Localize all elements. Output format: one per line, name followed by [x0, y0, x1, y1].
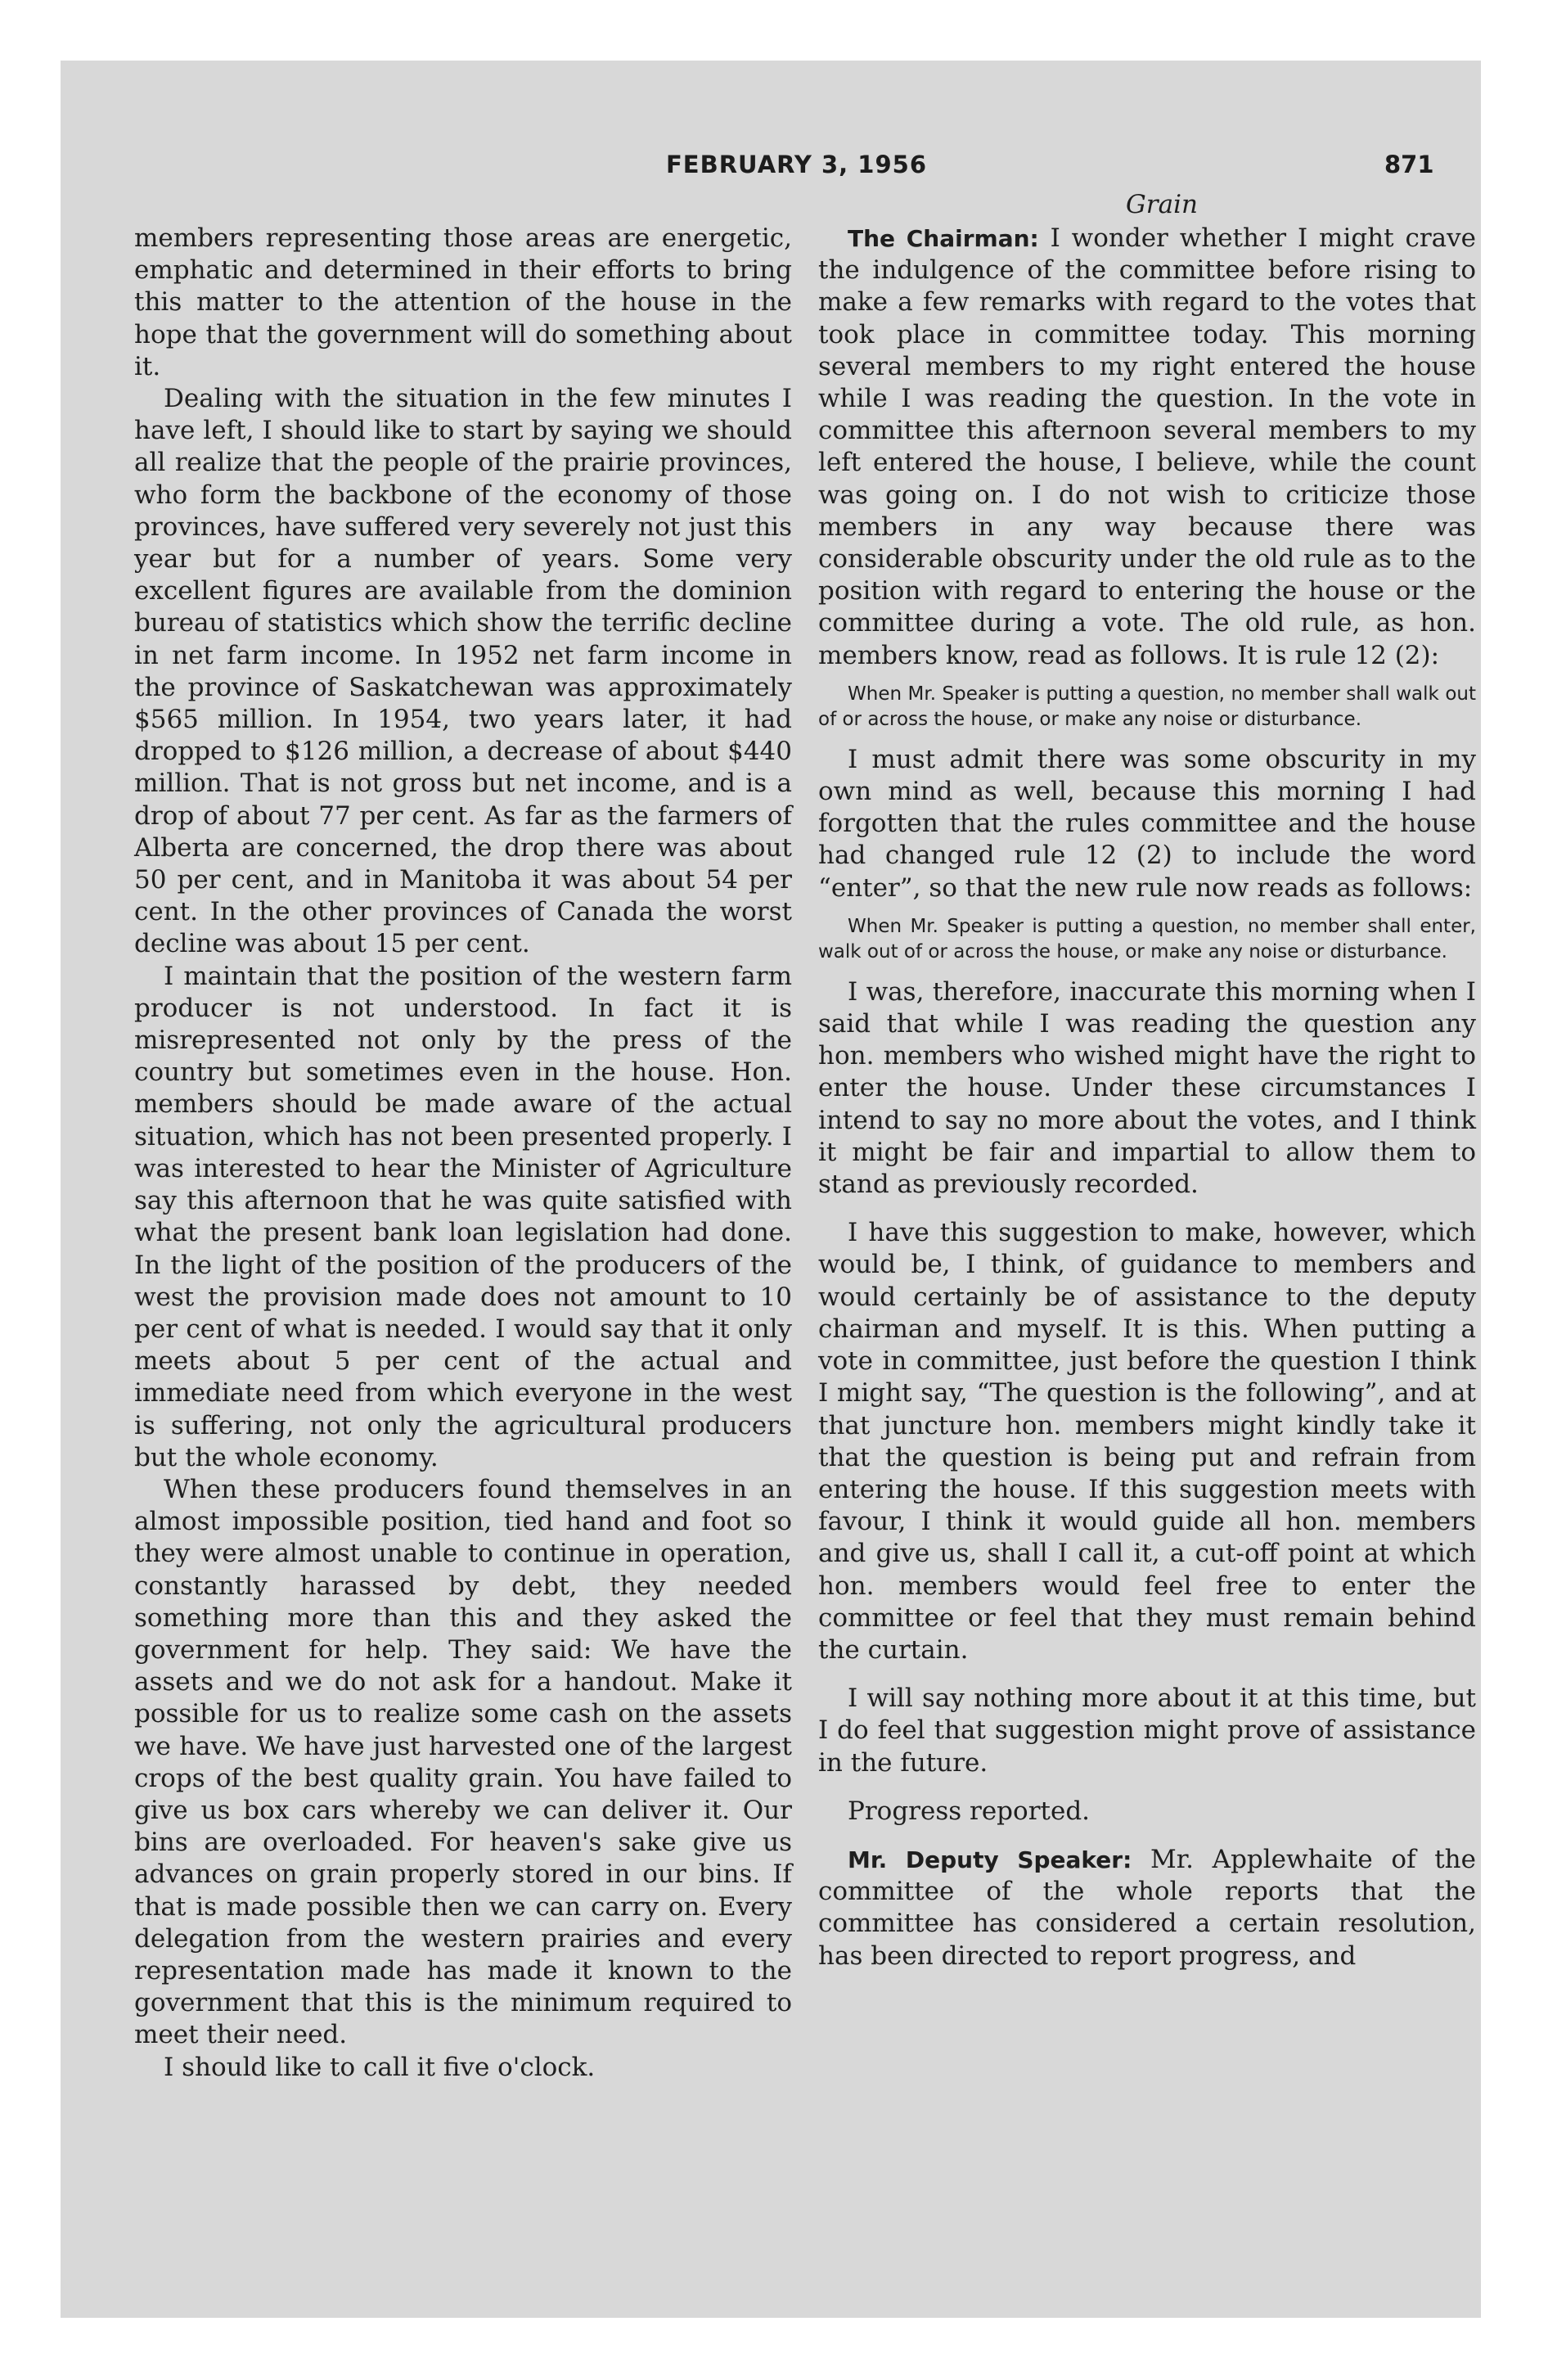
- quoted-rule-old: When Mr. Speaker is putting a question, no member shall walk out of or across the house, or make any noise or disturbance.: [818, 683, 1476, 730]
- right-paragraph-1-text: I wonder whether I might crave the indulgence of the committee before rising to make a few remarks with regard to the votes that took place in committee today. This morning several members to my right entered the house while I was reading the question. In the vote in committee this afternoon several members to my left entered the house, I believe, while the count was going on. I do not wish to criticize those members in any way because there was considerable obscurity under the old rule as to the position with regard to entering the house or the committee during a vote. The old rule, as hon. members know, read as follows. It is rule 12 (2):: [818, 223, 1476, 670]
- section-title: Grain: [1126, 190, 1198, 219]
- speaker-deputy-speaker: Mr. Deputy Speaker:: [848, 1846, 1132, 1873]
- left-paragraph-3: I maintain that the position of the western farm producer is not understood. In fact it is misrepresented not only by the press of the country but sometimes even in the house. Hon. members should be made aware of the actual situation, which has not been presented properly. I was interested to hear the Minister of Agriculture say this afternoon that he was quite satisfied with what the present bank loan legislation had done. In the light of the position of the producers of the west the provision made does not amount to 10 per cent of what is needed. I would say that it only meets about 5 per cent of the actual and immediate need from which everyone in the west is suffering, not only the agricultural producers but the whole economy.: [134, 961, 792, 1472]
- left-paragraph-5: I should like to call it five o'clock.: [164, 2052, 596, 2082]
- right-paragraph-5: I will say nothing more about it at this time, but I do feel that suggestion might prove of assistance in the future.: [818, 1684, 1476, 1778]
- speaker-chairman: The Chairman:: [848, 225, 1039, 252]
- right-column: [818, 187, 1476, 1972]
- header-date: FEBRUARY 3, 1956: [666, 151, 927, 178]
- right-paragraph-1: [818, 223, 1476, 672]
- right-paragraph-6: [818, 1844, 1476, 1972]
- progress-reported: Progress reported.: [848, 1796, 1091, 1826]
- left-paragraph-2: Dealing with the situation in the few minutes I have left, I should like to start by saying we should all realize that the people of the prairie provinces, who form the backbone of the economy of those provinces, have suffered very severely not just this year but for a number of years. Some very excellent figures are available from the dominion bureau of statistics which show the terrific decline in net farm income. In 1952 net farm income in the province of Saskatchewan was approximately $565 million. In 1954, two years later, it had dropped to $126 million, a decrease of about $440 million. That is not gross but net income, and is a drop of about 77 per cent. As far as the farmers of Alberta are concerned, the drop there was about 50 per cent, and in Manitoba it was about 54 per cent. In the other provinces of Canada the worst decline was about 15 per cent.: [134, 384, 792, 959]
- right-paragraph-6-text: Mr. Applewhaite of the committee of the whole reports that the committee has considered a certain resolution, has been directed to report progress, and: [818, 1844, 1476, 1971]
- left-paragraph-1: members representing those areas are energetic, emphatic and determined in their efforts to bring this matter to the attention of the house in the hope that the government will do something about it.: [134, 223, 792, 381]
- quoted-rule-new: When Mr. Speaker is putting a question, no member shall enter, walk out of or across the house, or make any noise or disturbance.: [818, 915, 1476, 962]
- page-number: 871: [1384, 151, 1434, 178]
- page-header: [61, 139, 1481, 180]
- right-paragraph-2: I must admit there was some obscurity in my own mind as well, because this morning I had forgotten that the rules committee and the house had changed rule 12 (2) to include the word “enter”, so that the new rule now reads as follows:: [818, 744, 1476, 903]
- left-column: [134, 223, 792, 2084]
- left-paragraph-4: When these producers found themselves in an almost impossible position, tied hand and foot so they were almost unable to continue in operation, constantly harassed by debt, they needed something more than this and they asked the government for help. They said: We have the assets and we do not ask for a handout. Make it possible for us to realize some cash on the assets we have. We have just harvested one of the largest crops of the best quality grain. You have failed to give us box cars whereby we can deliver it. Our bins are overloaded. For heaven's sake give us advances on grain properly stored in our bins. If that is made possible then we can carry on. Every delegation from the western prairies and every representation made has made it known to the government that this is the minimum required to meet their need.: [134, 1474, 792, 2050]
- right-paragraph-3: I was, therefore, inaccurate this morning when I said that while I was reading the question any hon. members who wished might have the right to enter the house. Under these circumstances I intend to say no more about the votes, and I think it might be fair and impartial to allow them to stand as previously recorded.: [818, 976, 1476, 1200]
- right-paragraph-4: I have this suggestion to make, however, which would be, I think, of guidance to members and would certainly be of assistance to the deputy chairman and myself. It is this. When putting a vote in committee, just before the question I think I might say, “The question is the following”, and at that juncture hon. members might kindly take it that the question is being put and refrain from entering the house. If this suggestion meets with favour, I think it would guide all hon. members and give us, shall I call it, a cut-off point at which hon. members would feel free to enter the committee or feel that they must remain behind the curtain.: [818, 1218, 1476, 1665]
